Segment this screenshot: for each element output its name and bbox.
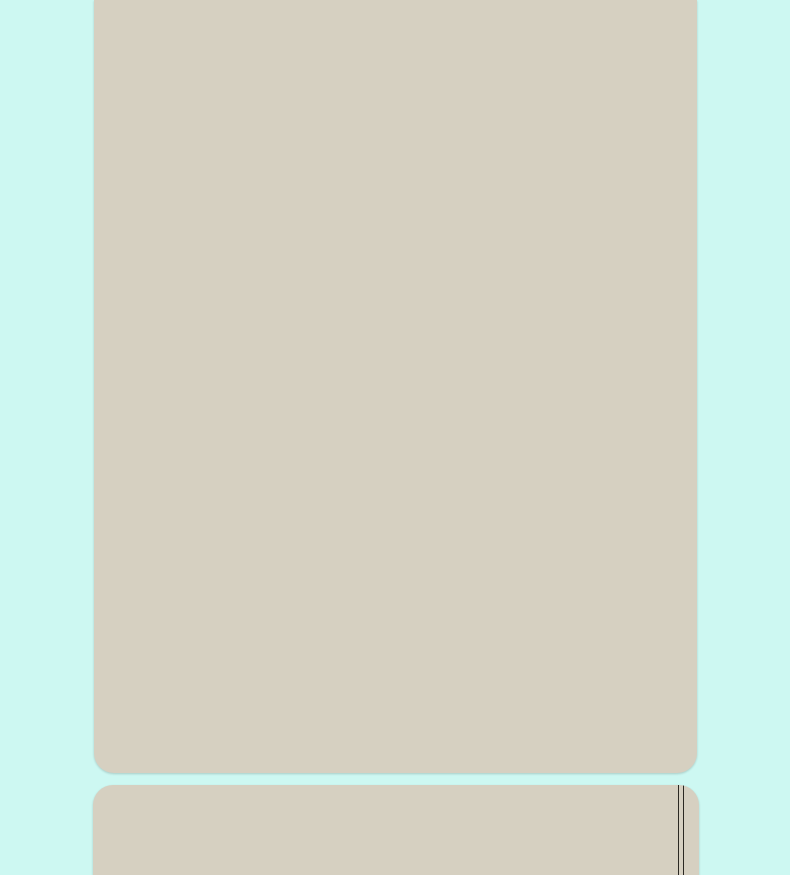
book-page-bottom — [93, 785, 699, 875]
page-margin-rule — [683, 785, 684, 875]
book-page-top — [94, 0, 697, 773]
page-margin-rule — [678, 785, 679, 875]
